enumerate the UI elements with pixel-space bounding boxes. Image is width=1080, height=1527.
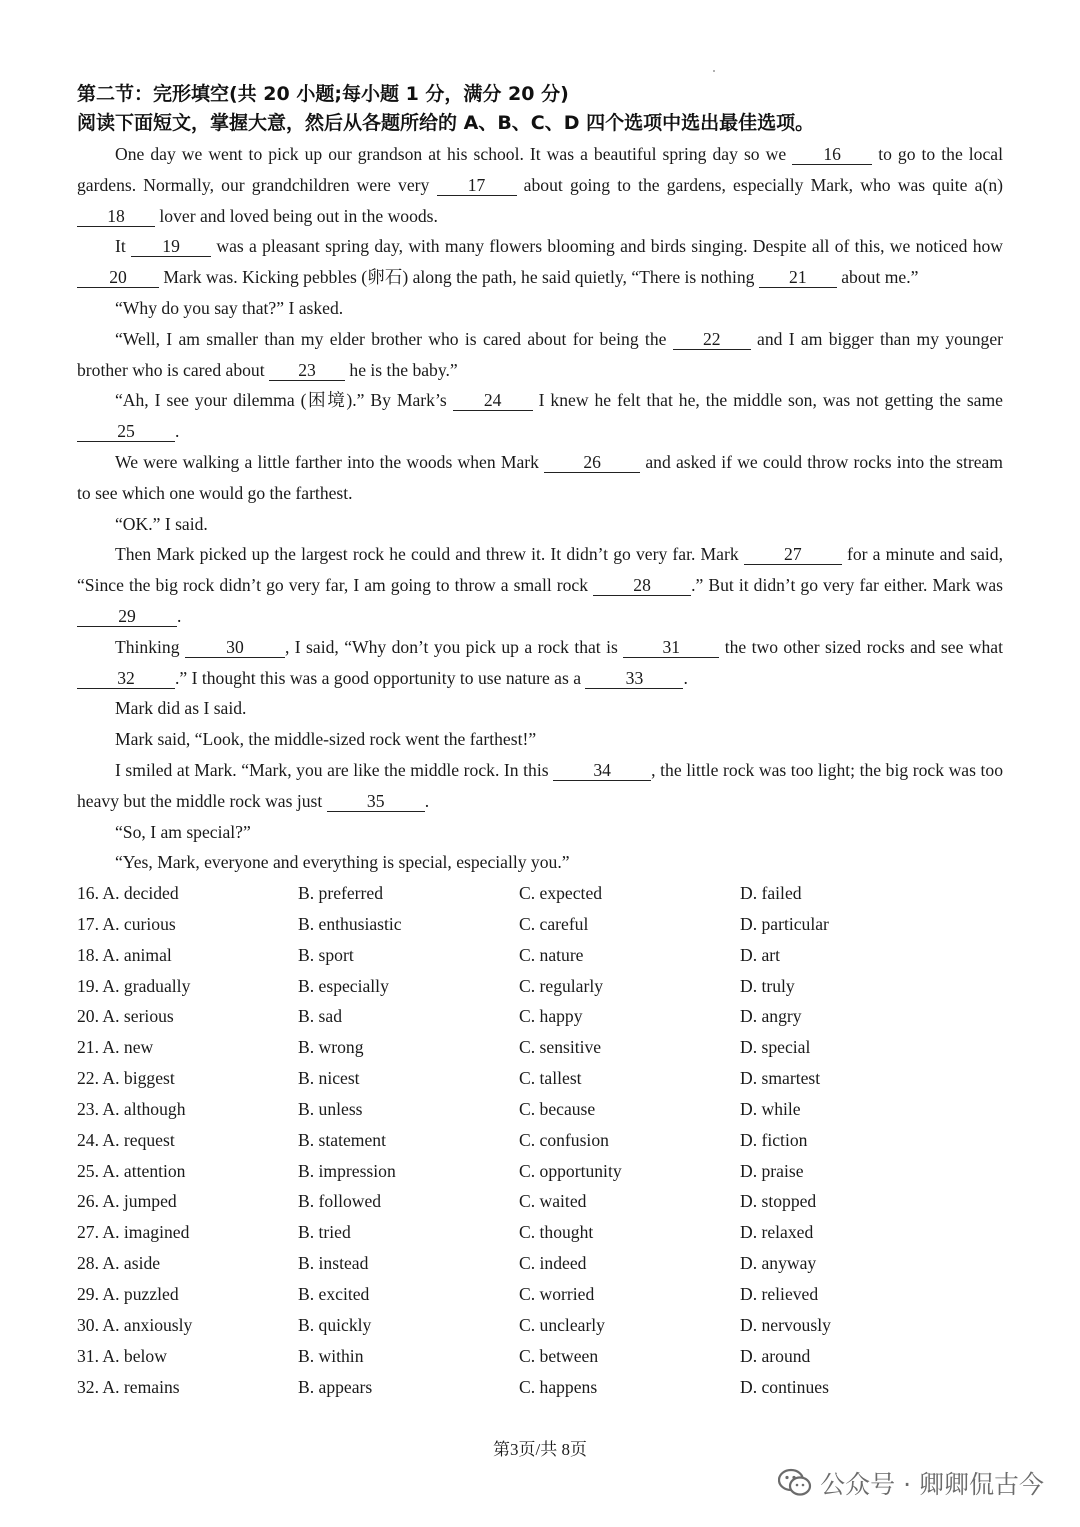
passage-text: “OK.” I said.	[115, 513, 208, 534]
passage-text: lover and loved being out in the woods.	[155, 205, 438, 226]
passage-text: about going to the gardens, especially Mark, who was quite a(n)	[516, 174, 1003, 195]
passage-text: “So, I am special?”	[115, 821, 251, 842]
option-b: B. enthusiastic	[298, 913, 402, 934]
passage-paragraph	[77, 539, 1003, 631]
blank-21: 21	[759, 268, 837, 288]
passage-paragraph	[77, 724, 1003, 755]
option-c: C. between	[519, 1345, 599, 1366]
passage-text: Mark was. Kicking pebbles (卵石) along the path, he said quietly, “There is nothing	[159, 267, 759, 288]
passage-text: Mark said, “Look, the middle-sized rock went the farthest!”	[115, 729, 537, 750]
passage-paragraph	[77, 293, 1003, 324]
option-c: C. indeed	[519, 1253, 587, 1274]
passage-text: the two other sized rocks and see what	[719, 636, 1004, 657]
option-a: 17. A. curious	[77, 913, 176, 934]
passage-text: .	[177, 605, 182, 626]
passage-text: “Well, I am smaller than my elder brother who is cared about for being the	[115, 328, 673, 349]
blank-19: 19	[131, 237, 211, 257]
blank-23: 23	[269, 361, 345, 381]
option-a: 31. A. below	[77, 1345, 167, 1366]
option-row	[77, 1310, 1003, 1341]
passage-paragraph	[77, 231, 1003, 293]
option-b: B. instead	[298, 1253, 369, 1274]
option-row	[77, 1032, 1003, 1063]
option-c: C. regularly	[519, 975, 604, 996]
option-row	[77, 1217, 1003, 1248]
option-c: C. opportunity	[519, 1160, 622, 1181]
passage-paragraph	[77, 385, 1003, 447]
watermark	[778, 1465, 1044, 1501]
option-d: D. around	[740, 1345, 811, 1366]
passage-text: “Yes, Mark, everyone and everything is special, especially you.”	[115, 852, 570, 873]
option-d: D. relieved	[740, 1284, 819, 1305]
passage-text: It	[115, 236, 132, 257]
option-c: C. worried	[519, 1284, 595, 1305]
option-c: C. tallest	[519, 1068, 582, 1089]
passage-text: and asked if we could throw rocks into the stream to see which one would go the farthest.	[77, 451, 1003, 503]
option-a: 23. A. although	[77, 1098, 186, 1119]
passage-paragraph	[77, 324, 1003, 386]
option-b: B. tried	[298, 1222, 351, 1243]
option-list	[77, 878, 1003, 1402]
option-row	[77, 971, 1003, 1002]
option-d: D. smartest	[740, 1068, 821, 1089]
blank-17: 17	[437, 176, 517, 196]
passage-text: , the little rock was too light; the big rock was too heavy but the middle rock was just	[77, 759, 1003, 811]
passage-text: , I said, “Why don’t you pick up a rock that is	[284, 636, 624, 657]
option-b: B. unless	[298, 1098, 363, 1119]
option-row	[77, 1187, 1003, 1218]
option-b: B. quickly	[298, 1314, 372, 1335]
option-a: 21. A. new	[77, 1037, 154, 1058]
option-c: C. thought	[519, 1222, 594, 1243]
option-row	[77, 940, 1003, 971]
option-a: 27. A. imagined	[77, 1222, 190, 1243]
blank-18: 18	[77, 207, 155, 227]
option-a: 25. A. attention	[77, 1160, 186, 1181]
option-row	[77, 1248, 1003, 1279]
option-d: D. truly	[740, 975, 795, 996]
option-row	[77, 1094, 1003, 1125]
option-d: D. while	[740, 1098, 801, 1119]
blank-29: 29	[77, 607, 177, 627]
option-b: B. sport	[298, 944, 354, 965]
option-b: B. followed	[298, 1191, 382, 1212]
option-c: C. waited	[519, 1191, 587, 1212]
passage-text: about me.”	[836, 267, 919, 288]
passage-text: .	[424, 790, 430, 811]
blank-22: 22	[673, 330, 751, 350]
option-c: C. because	[519, 1098, 596, 1119]
passage-text: “Why do you say that?” I asked.	[115, 297, 344, 318]
option-a: 18. A. animal	[77, 944, 172, 965]
passage-text: .” I thought this was a good opportunity to use nature as a	[175, 667, 586, 688]
option-b: B. within	[298, 1345, 364, 1366]
option-a: 22. A. biggest	[77, 1068, 175, 1089]
blank-24: 24	[453, 391, 533, 411]
passage-paragraph	[77, 509, 1003, 540]
option-b: B. appears	[298, 1376, 373, 1397]
watermark-text: 公众号 · 卿卿侃古今	[820, 1470, 1044, 1499]
option-c: C. unclearly	[519, 1314, 605, 1335]
option-b: B. impression	[298, 1160, 396, 1181]
blank-16: 16	[792, 145, 872, 165]
passage-paragraph	[77, 817, 1003, 848]
option-b: B. wrong	[298, 1037, 364, 1058]
option-row	[77, 1279, 1003, 1310]
option-a: 29. A. puzzled	[77, 1284, 179, 1305]
option-d: D. angry	[740, 1006, 802, 1027]
cloze-passage	[77, 139, 1003, 878]
section-title: 第二节：完形填空(共 20 小题;每小题 1 分，满分 20 分)	[77, 83, 569, 105]
option-a: 30. A. anxiously	[77, 1314, 193, 1335]
passage-paragraph	[77, 447, 1003, 509]
option-b: B. statement	[298, 1129, 386, 1150]
option-c: C. confusion	[519, 1129, 609, 1150]
blank-27: 27	[744, 545, 842, 565]
instruction: 阅读下面短文，掌握大意，然后从各题所给的 A、B、C、D 四个选项中选出最佳选项。	[77, 112, 815, 134]
option-c: C. sensitive	[519, 1037, 602, 1058]
passage-paragraph	[77, 755, 1003, 817]
option-b: B. excited	[298, 1284, 370, 1305]
option-d: D. art	[740, 944, 781, 965]
passage-text: One day we went to pick up our grandson at his school. It was a beautiful spring day so we	[115, 144, 793, 164]
blank-34: 34	[553, 761, 651, 781]
passage-text: to go to the local gardens. Normally, our grandchildren were very	[77, 144, 1003, 195]
option-b: B. nicest	[298, 1068, 360, 1089]
blank-35: 35	[327, 792, 425, 812]
option-d: D. anyway	[740, 1253, 817, 1274]
passage-text: was a pleasant spring day, with many flowers blooming and birds singing. Despite all of this, we noticed how	[211, 236, 1003, 257]
passage-text: Then Mark picked up the largest rock he could and threw it. It didn’t go very far. Mark	[115, 544, 744, 565]
option-row	[77, 1063, 1003, 1094]
option-row	[77, 1156, 1003, 1187]
passage-paragraph	[77, 632, 1003, 694]
option-a: 26. A. jumped	[77, 1191, 177, 1212]
passage-text: and I am bigger than my younger brother who is cared about	[77, 328, 1003, 380]
option-row	[77, 1372, 1003, 1403]
passage-text: for a minute and said, “Since the big rock didn’t go very far, I am going to throw a small rock	[77, 544, 1003, 596]
passage-text: Mark did as I said.	[115, 698, 247, 719]
option-d: D. special	[740, 1037, 811, 1058]
option-d: D. relaxed	[740, 1222, 814, 1243]
page-number: 第3页/共 8页	[493, 1440, 587, 1459]
option-a: 32. A. remains	[77, 1376, 180, 1397]
blank-25: 25	[77, 422, 175, 442]
passage-text: .	[175, 421, 180, 442]
option-a: 16. A. decided	[77, 883, 179, 904]
option-b: B. preferred	[298, 883, 383, 904]
passage-text: We were walking a little farther into the woods when Mark	[115, 451, 545, 472]
blank-26: 26	[544, 453, 640, 473]
exam-page	[77, 80, 1003, 1402]
option-b: B. sad	[298, 1006, 342, 1027]
blank-33: 33	[585, 669, 683, 689]
scan-speck	[713, 70, 715, 72]
passage-text: I smiled at Mark. “Mark, you are like the middle rock. In this	[115, 759, 554, 780]
option-d: D. stopped	[740, 1191, 817, 1212]
blank-30: 30	[185, 638, 285, 658]
blank-20: 20	[77, 268, 159, 288]
option-row	[77, 1125, 1003, 1156]
option-row	[77, 1341, 1003, 1372]
passage-text: Thinking	[115, 636, 185, 657]
option-row	[77, 1002, 1003, 1033]
option-c: C. careful	[519, 913, 589, 934]
passage-text: “Ah, I see your dilemma (困境).” By Mark’s	[115, 390, 453, 411]
option-d: D. particular	[740, 913, 829, 934]
option-c: C. nature	[519, 944, 584, 965]
passage-text: .	[683, 667, 688, 688]
passage-text: I knew he felt that he, the middle son, was not getting the same	[532, 390, 1003, 411]
option-row	[77, 878, 1003, 909]
blank-31: 31	[623, 638, 719, 658]
option-d: D. continues	[740, 1376, 829, 1397]
blank-32: 32	[77, 669, 175, 689]
option-d: D. fiction	[740, 1129, 808, 1150]
option-c: C. happy	[519, 1006, 583, 1027]
option-d: D. praise	[740, 1160, 804, 1181]
option-d: D. nervously	[740, 1314, 831, 1335]
option-a: 20. A. serious	[77, 1006, 174, 1027]
passage-text: he is the baby.”	[345, 359, 458, 380]
option-c: C. happens	[519, 1376, 598, 1397]
passage-paragraph	[77, 693, 1003, 724]
wechat-icon	[778, 1468, 812, 1498]
option-a: 28. A. aside	[77, 1253, 161, 1274]
option-b: B. especially	[298, 975, 389, 996]
passage-paragraph	[77, 847, 1003, 878]
blank-28: 28	[593, 576, 691, 596]
option-a: 19. A. gradually	[77, 975, 191, 996]
option-row	[77, 909, 1003, 940]
option-d: D. failed	[740, 883, 802, 904]
passage-text: .” But it didn’t go very far either. Mark was	[691, 575, 1003, 596]
option-c: C. expected	[519, 883, 603, 904]
option-a: 24. A. request	[77, 1129, 175, 1150]
passage-paragraph	[77, 139, 1003, 231]
